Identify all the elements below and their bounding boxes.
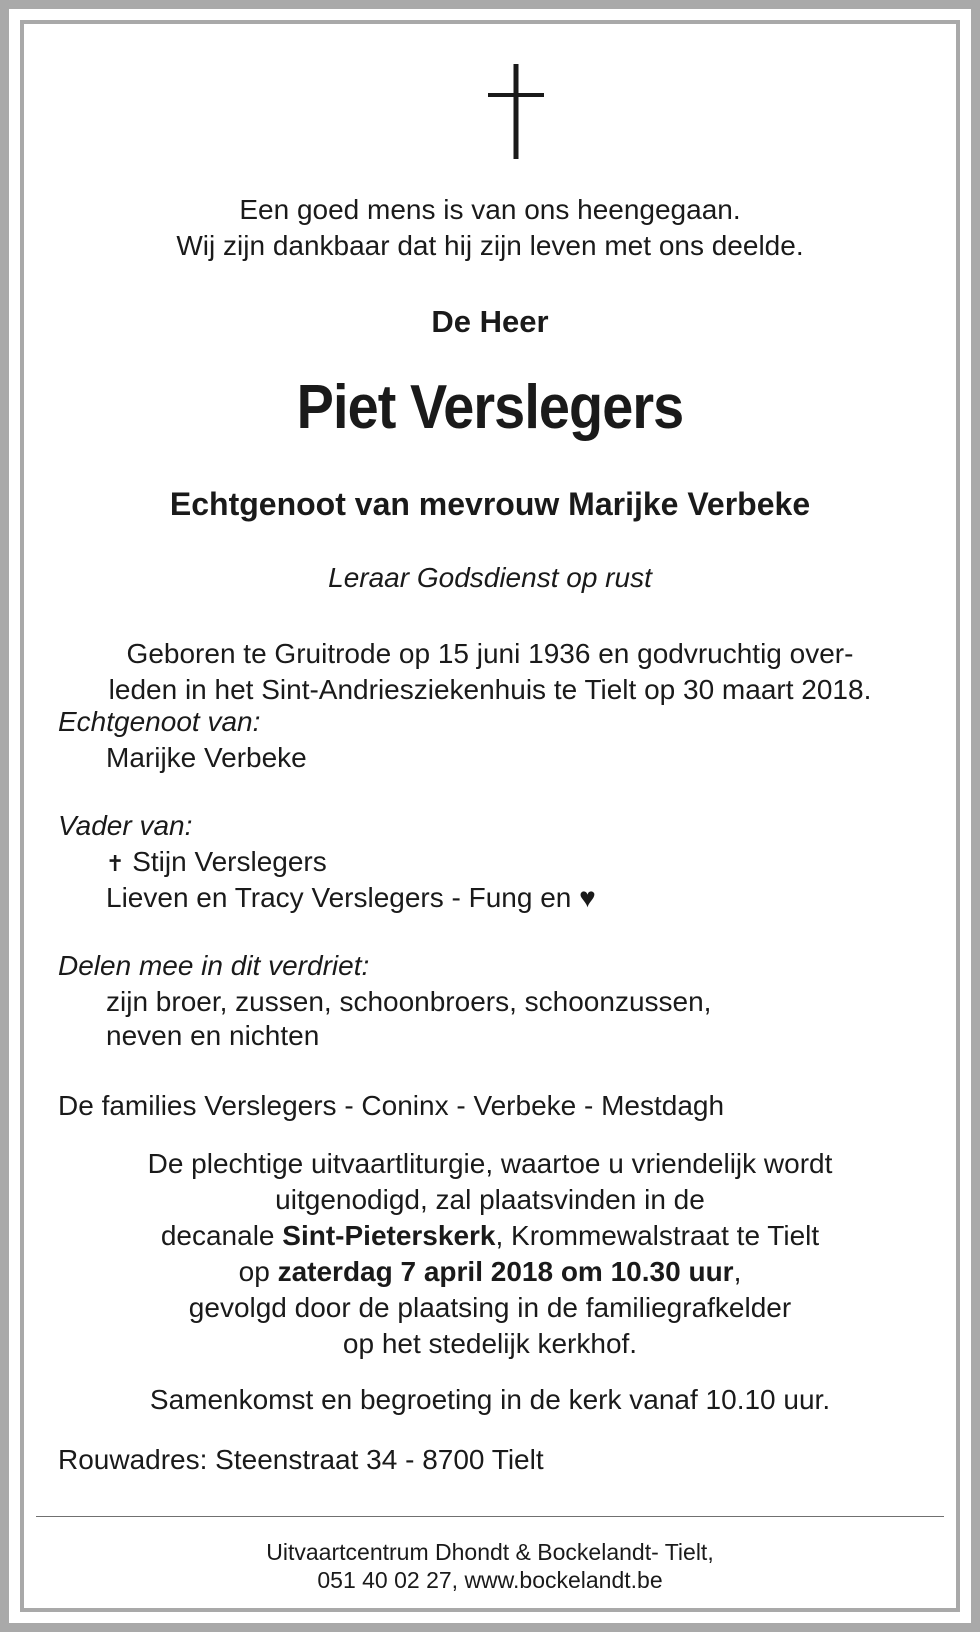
ceremony-line-3-pre: decanale	[160, 1220, 283, 1251]
child-line	[106, 880, 596, 916]
mourning-address: Rouwadres: Steenstraat 34 - 8700 Tielt	[58, 1444, 544, 1475]
death-notice	[20, 20, 960, 1612]
grief-line-2: neven en nichten	[106, 1020, 320, 1051]
church-name: Sint-Pieterskerk	[282, 1220, 496, 1251]
ceremony-line-4-post: ,	[733, 1256, 742, 1287]
ceremony-info	[24, 1146, 956, 1362]
profession: Leraar Godsdienst op rust	[328, 562, 652, 593]
spouse-heading: Echtgenoot van:	[58, 706, 261, 737]
heart-icon: ♥	[579, 882, 596, 913]
families-line: De families Verslegers - Coninx - Verbeke - Mestdagh	[58, 1090, 725, 1121]
birth-line-2: leden in het Sint-Andriesziekenhuis te Tielt op 30 maart 2018.	[108, 674, 872, 705]
intro-text	[24, 192, 956, 264]
honorific: De Heer	[431, 304, 549, 339]
father-heading: Vader van:	[58, 810, 193, 841]
ceremony-line-3	[24, 1218, 956, 1254]
funeral-home-footer	[24, 1538, 956, 1594]
intro-line-1: Een goed mens is van ons heengegaan.	[239, 194, 741, 225]
notice-margin	[9, 9, 971, 1623]
ceremony-line-6: op het stedelijk kerkhof.	[342, 1328, 638, 1359]
ceremony-line-4	[24, 1254, 956, 1290]
child-line-text: Lieven en Tracy Verslegers - Fung en	[106, 882, 572, 913]
footer-divider	[36, 1516, 944, 1517]
child-deceased	[106, 844, 327, 882]
gathering-info: Samenkomst en begroeting in de kerk vanaf 10.10 uur.	[149, 1384, 831, 1415]
ceremony-date: zaterdag 7 april 2018 om 10.30 uur	[277, 1256, 734, 1287]
ceremony-line-3-post: , Krommewalstraat te Tielt	[495, 1220, 820, 1251]
footer-line-2: 051 40 02 27, www.bockelandt.be	[317, 1567, 663, 1593]
ceremony-line-5: gevolgd door de plaatsing in de familiegrafkelder	[188, 1292, 792, 1323]
ceremony-line-1: De plechtige uitvaartliturgie, waartoe u vriendelijk wordt	[147, 1148, 833, 1179]
grief-line-1: zijn broer, zussen, schoonbroers, schoonzussen,	[106, 986, 712, 1017]
ceremony-line-4-pre: op	[238, 1256, 278, 1287]
spouse-subtitle: Echtgenoot van mevrouw Marijke Verbeke	[169, 486, 811, 522]
spouse-name: Marijke Verbeke	[106, 742, 307, 773]
deceased-name: Piet Verslegers	[296, 373, 684, 442]
deceased-cross-icon: ✝	[106, 851, 125, 876]
footer-line-1: Uitvaartcentrum Dhondt & Bockelandt- Tielt,	[266, 1539, 714, 1565]
intro-line-2: Wij zijn dankbaar dat hij zijn leven met ons deelde.	[176, 230, 804, 261]
ceremony-line-2: uitgenodigd, zal plaatsvinden in de	[275, 1184, 705, 1215]
grief-heading: Delen mee in dit verdriet:	[58, 950, 370, 981]
birth-line-1: Geboren te Gruitrode op 15 juni 1936 en godvruchtig over-	[126, 638, 854, 669]
latin-cross-icon	[488, 64, 544, 159]
birth-death-info	[24, 636, 956, 708]
child-name: Stijn Verslegers	[132, 846, 327, 877]
